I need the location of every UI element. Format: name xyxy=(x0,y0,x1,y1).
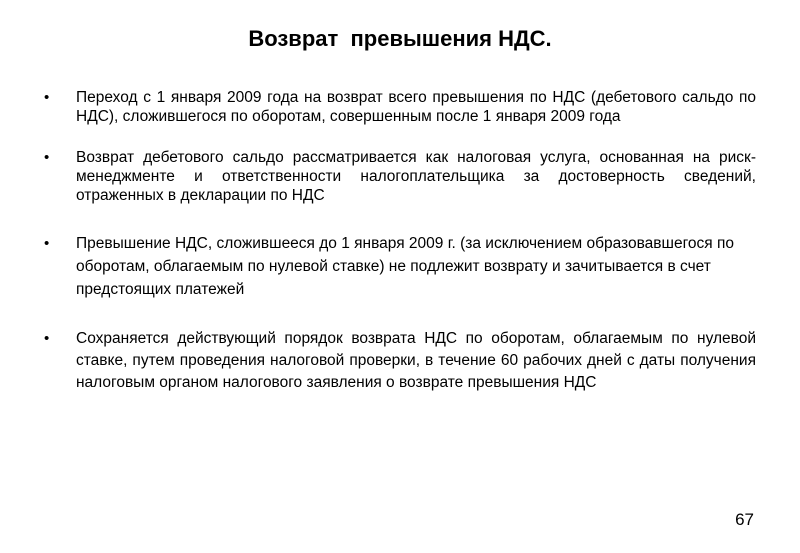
bullet-item xyxy=(44,328,756,394)
bullet-text: Сохраняется действующий порядок возврата НДС по оборотам, облагаемым по нулевой ставке, путем проведения налоговой проверки, в течение 60 рабочих дней с даты получения налоговым органом налогового заявления о возврате превышения НДС xyxy=(76,330,756,391)
bullet-item xyxy=(44,88,756,126)
bullet-marker: • xyxy=(44,149,50,166)
bullet-item xyxy=(44,148,756,205)
bullet-item xyxy=(44,232,756,301)
slide-title: Возврат превышения НДС. xyxy=(248,26,552,51)
bullet-marker: • xyxy=(44,330,50,347)
bullet-list xyxy=(44,88,756,394)
bullet-text: Переход с 1 января 2009 года на возврат всего превышения по НДС (дебетового сальдо по НДС), сложившегося по оборотам, совершенным после 1 января 2009 года xyxy=(76,89,756,125)
bullet-marker: • xyxy=(44,235,50,252)
bullet-text: Превышение НДС, сложившееся до 1 января 2009 г. (за исключением образовавшегося по оборотам, облагаемым по нулевой ставке) не подлежит возврату и зачитывается в счет предстоящих платежей xyxy=(76,235,734,298)
bullet-text: Возврат дебетового сальдо рассматривается как налоговая услуга, основанная на риск-менеджменте и ответственности налогоплательщика за достоверность сведений, отраженных в декларации по НДС xyxy=(76,149,756,204)
bullet-marker: • xyxy=(44,89,50,106)
page-number: 67 xyxy=(735,510,754,529)
